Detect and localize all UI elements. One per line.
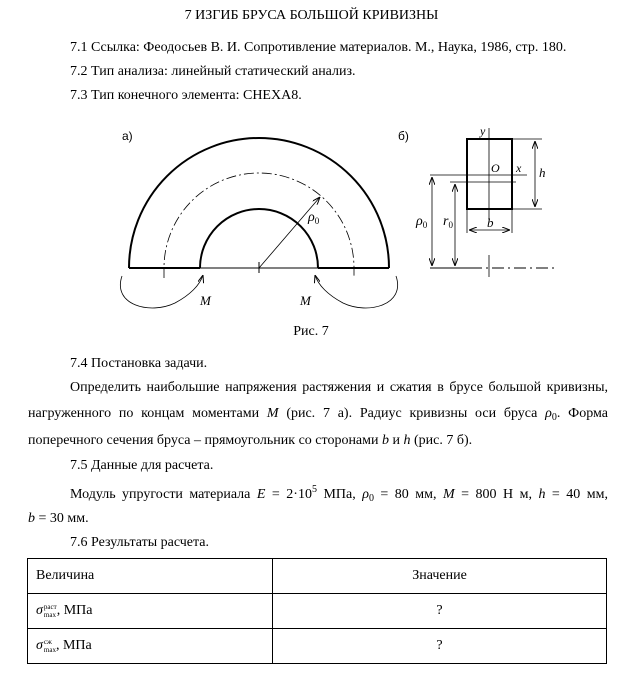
- value-cell: ?: [273, 629, 607, 664]
- inner-arc: [200, 209, 318, 268]
- figure-caption: Рис. 7: [293, 324, 329, 339]
- x-axis-label: x: [516, 161, 522, 175]
- section-7-2-analysis-type: 7.2 Тип анализа: линейный статический анализ.: [70, 64, 356, 79]
- section-7-4-heading: 7.4 Постановка задачи.: [70, 356, 208, 371]
- rho0-section-label: $\rho_0$: [416, 214, 428, 230]
- section-7-5-heading: 7.5 Данные для расчета.: [70, 458, 214, 473]
- table-row: [28, 629, 607, 664]
- radius-rho0-arrow: [259, 197, 320, 268]
- problem-text-line-2: нагруженного по концам моментами M (рис. 7 а). Радиус кривизны оси бруса $\rho_0$. Форма: [28, 406, 608, 423]
- rho0-label: $\rho_0$: [308, 210, 320, 226]
- section-7-3-element-type: 7.3 Тип конечного элемента: CHEXA8.: [70, 88, 302, 103]
- header-quantity: Величина: [28, 559, 273, 594]
- table-row: [28, 594, 607, 629]
- origin-label: O: [491, 161, 500, 175]
- problem-text-line-1: Определить наибольшие напряжения растяжения и сжатия в брусе большой кривизны,: [70, 380, 608, 395]
- b-label: b: [487, 215, 494, 230]
- curved-beam-diagram: [120, 129, 397, 308]
- figure-label-b: б): [398, 129, 409, 143]
- h-label: h: [539, 165, 546, 180]
- figure-7: [0, 115, 623, 345]
- outer-arc: [129, 138, 389, 268]
- page-title: 7 ИЗГИБ БРУСА БОЛЬШОЙ КРИВИЗНЫ: [184, 8, 439, 23]
- table-header-row: [28, 559, 607, 594]
- moment-label-left: M: [200, 293, 211, 308]
- cross-section-diagram: [398, 124, 555, 277]
- value-cell: ?: [273, 594, 607, 629]
- input-data-line-2: b = 30 мм.: [28, 511, 89, 526]
- r0-label: $r_0$: [443, 214, 453, 230]
- quantity-cell: σ сж max , МПа: [28, 629, 273, 664]
- section-rectangle: [467, 139, 512, 209]
- moment-arrow-left: [120, 275, 203, 308]
- moment-arrow-right: [315, 275, 398, 308]
- header-value: Значение: [273, 559, 607, 594]
- section-7-1-reference: 7.1 Ссылка: Феодосьев В. И. Сопротивление материалов. М., Наука, 1986, стр. 180.: [70, 40, 567, 55]
- input-data-line: Модуль упругости материала $E = 2\cdot 10^5$ МПа, $\rho_0 = 80$ мм, M = 800 Н м, h = 40 мм,: [70, 484, 609, 504]
- moment-label-right: M: [300, 293, 311, 308]
- y-axis-label: y: [480, 124, 486, 138]
- results-table: [27, 558, 607, 664]
- problem-text-line-3: поперечного сечения бруса – прямоугольник со сторонами b и h (рис. 7 б).: [28, 433, 473, 448]
- figure-label-a: а): [122, 129, 133, 143]
- section-7-6-heading: 7.6 Результаты расчета.: [70, 535, 210, 550]
- quantity-cell: σ раст max , МПа: [28, 594, 273, 629]
